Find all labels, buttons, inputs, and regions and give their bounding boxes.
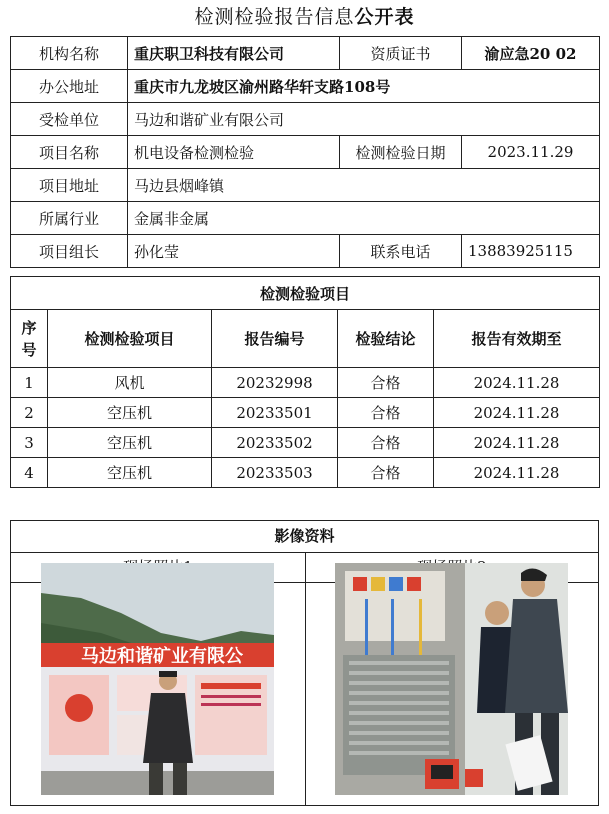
photos-section xyxy=(10,520,599,806)
row-report: 20233502 xyxy=(212,428,338,458)
row-valid: 2024.11.28 xyxy=(434,428,600,458)
ind-label: 所属行业 xyxy=(11,202,128,235)
info-row-leader xyxy=(11,235,600,268)
table-row xyxy=(11,458,600,488)
row-report: 20233503 xyxy=(212,458,338,488)
date-value: 2023.11.29 xyxy=(462,136,600,169)
title-main: 检测检验报告信息 xyxy=(194,6,355,28)
info-row-unit xyxy=(11,103,600,136)
row-result: 合格 xyxy=(338,398,434,428)
row-valid: 2024.11.28 xyxy=(434,398,600,428)
banner-text: 马边和谐矿业有限公 xyxy=(81,646,243,667)
projects-section-row xyxy=(11,277,600,310)
row-report: 20233501 xyxy=(212,398,338,428)
phone-value: 13883925115 xyxy=(462,235,600,268)
projects-table xyxy=(10,276,600,488)
row-no: 2 xyxy=(11,398,48,428)
row-item: 空压机 xyxy=(48,428,212,458)
col-header-result: 检验结论 xyxy=(338,310,434,368)
addr-label: 办公地址 xyxy=(11,70,128,103)
addr-value: 重庆市九龙坡区渝州路华轩支路108号 xyxy=(128,70,600,103)
proj-value: 机电设备检测检验 xyxy=(128,136,340,169)
info-row-address xyxy=(11,70,600,103)
ind-value: 金属非金属 xyxy=(128,202,600,235)
title-bold: 公开表 xyxy=(354,6,415,28)
table-row xyxy=(11,428,600,458)
site-photo-1 xyxy=(41,563,274,795)
col-header-report: 报告编号 xyxy=(212,310,338,368)
projects-header-row xyxy=(11,310,600,368)
loc-label: 项目地址 xyxy=(11,169,128,202)
row-item: 空压机 xyxy=(48,458,212,488)
row-valid: 2024.11.28 xyxy=(434,458,600,488)
cert-value: 渝应急20 02 xyxy=(462,37,600,70)
info-row-location xyxy=(11,169,600,202)
col-header-item: 检测检验项目 xyxy=(48,310,212,368)
page-title xyxy=(0,2,609,29)
row-no: 1 xyxy=(11,368,48,398)
unit-value: 马边和谐矿业有限公司 xyxy=(128,103,600,136)
info-row-project xyxy=(11,136,600,169)
col-header-no: 序号 xyxy=(11,310,48,368)
unit-label: 受检单位 xyxy=(11,103,128,136)
org-label: 机构名称 xyxy=(11,37,128,70)
table-row xyxy=(11,368,600,398)
date-label: 检测检验日期 xyxy=(340,136,462,169)
loc-value: 马边县烟峰镇 xyxy=(128,169,600,202)
proj-label: 项目名称 xyxy=(11,136,128,169)
site-photo-2 xyxy=(335,563,568,795)
row-report: 20232998 xyxy=(212,368,338,398)
row-result: 合格 xyxy=(338,458,434,488)
row-result: 合格 xyxy=(338,368,434,398)
cert-label: 资质证书 xyxy=(340,37,462,70)
col-header-valid: 报告有效期至 xyxy=(434,310,600,368)
photos-section-title: 影像资料 xyxy=(11,521,598,553)
row-valid: 2024.11.28 xyxy=(434,368,600,398)
row-item: 风机 xyxy=(48,368,212,398)
phone-label: 联系电话 xyxy=(340,235,462,268)
photos-divider xyxy=(305,552,306,805)
site-photo-1-image xyxy=(41,563,274,795)
leader-label: 项目组长 xyxy=(11,235,128,268)
row-result: 合格 xyxy=(338,428,434,458)
info-table xyxy=(10,36,600,268)
table-row xyxy=(11,398,600,428)
row-no: 4 xyxy=(11,458,48,488)
info-row-org xyxy=(11,37,600,70)
org-value: 重庆职卫科技有限公司 xyxy=(128,37,340,70)
info-row-industry xyxy=(11,202,600,235)
row-no: 3 xyxy=(11,428,48,458)
projects-section-title: 检测检验项目 xyxy=(11,277,600,310)
leader-value: 孙化莹 xyxy=(128,235,340,268)
row-item: 空压机 xyxy=(48,398,212,428)
site-photo-2-image xyxy=(335,563,568,795)
